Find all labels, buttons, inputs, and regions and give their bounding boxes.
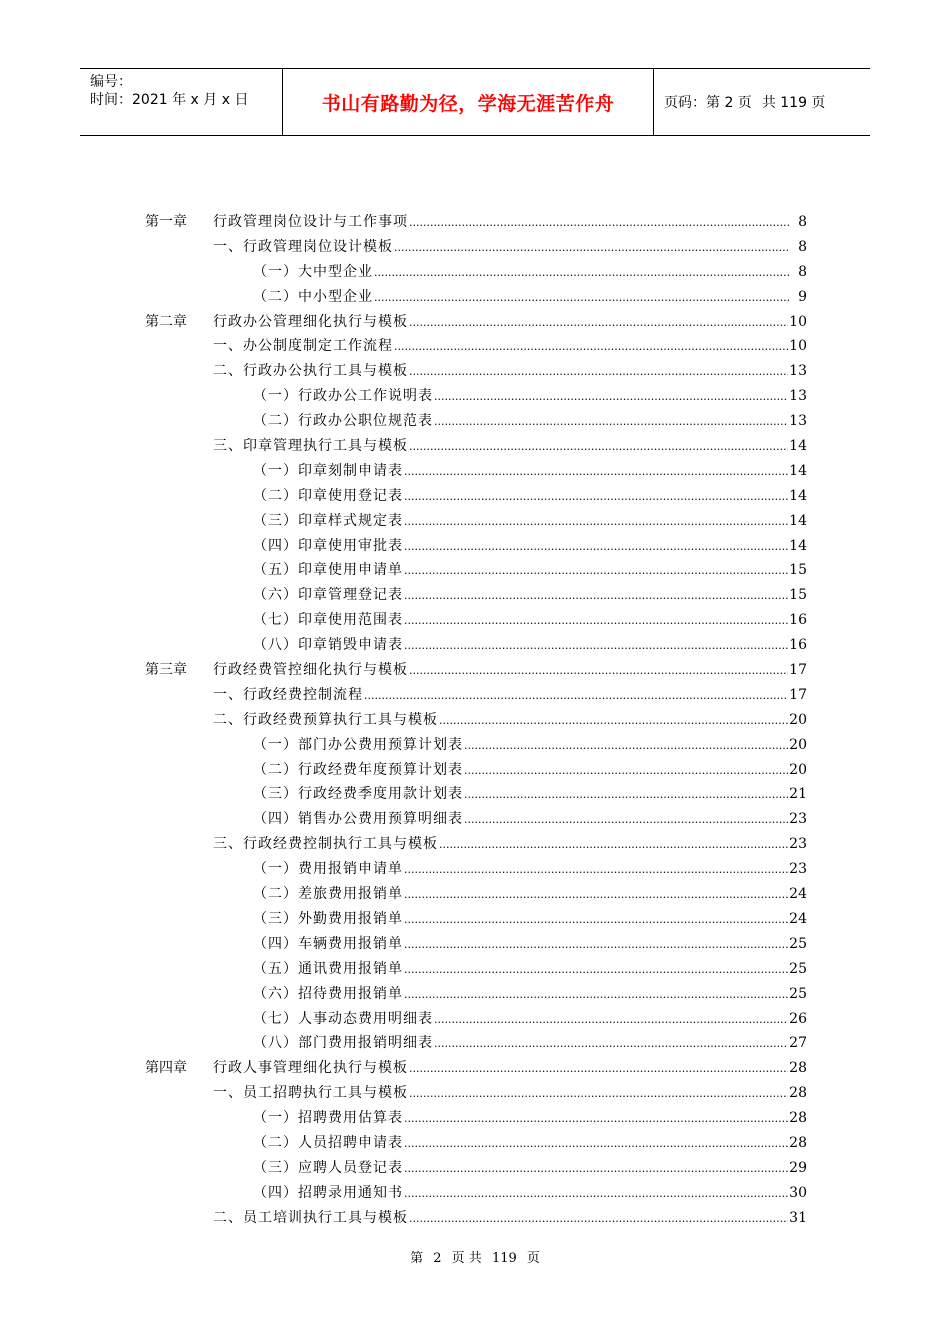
toc-subsection-entry[interactable] — [145, 1007, 807, 1032]
toc-entry-title: （二）行政经费年度预算计划表 — [253, 761, 463, 778]
toc-page-number: 14 — [789, 512, 807, 529]
toc-page-number: 14 — [789, 462, 807, 479]
header-motto: 书山有路勤为径，学海无涯苦作舟 — [321, 92, 615, 115]
toc-entry-title: （一）招聘费用估算表 — [253, 1110, 403, 1127]
toc-section-entry[interactable] — [145, 832, 807, 857]
toc-page-number: 26 — [789, 1010, 807, 1027]
toc-entry-title: （六）印章管理登记表 — [253, 587, 403, 604]
toc-page-number: 21 — [789, 786, 807, 803]
toc-page-number: 24 — [789, 886, 807, 903]
toc-page-number: 25 — [789, 935, 807, 952]
toc-section-entry[interactable] — [145, 434, 807, 459]
toc-entry-title: （八）印章销毁申请表 — [253, 637, 403, 654]
toc-page-number: 20 — [789, 761, 807, 778]
toc-subsection-entry[interactable] — [145, 733, 807, 758]
toc-entry-title: （四）印章使用审批表 — [253, 537, 403, 554]
toc-entry-title: （八）部门费用报销明细表 — [253, 1035, 433, 1052]
toc-page-number: 14 — [789, 487, 807, 504]
toc-section-entry[interactable] — [145, 359, 807, 384]
toc-subsection-entry[interactable] — [145, 982, 807, 1007]
toc-dot-leader — [434, 409, 788, 435]
toc-dot-leader — [404, 857, 788, 883]
toc-page-number: 17 — [789, 686, 807, 703]
toc-page-number: 23 — [789, 836, 807, 853]
footer-prefix: 第 — [410, 1251, 424, 1266]
toc-entry-title: 行政人事管理细化执行与模板 — [213, 1060, 408, 1077]
toc-entry-title: 三、印章管理执行工具与模板 — [213, 438, 408, 455]
toc-page-number: 23 — [789, 861, 807, 878]
toc-entry-title: （二）人员招聘申请表 — [253, 1134, 403, 1151]
toc-dot-leader — [404, 882, 788, 908]
toc-page-number: 8 — [798, 238, 807, 255]
toc-dot-leader — [374, 260, 790, 286]
toc-subsection-entry[interactable] — [145, 484, 807, 509]
toc-dot-leader — [464, 782, 788, 808]
toc-dot-leader — [409, 359, 788, 385]
toc-page-number: 9 — [798, 288, 807, 305]
toc-page-number: 31 — [789, 1209, 807, 1226]
toc-subsection-entry[interactable] — [145, 459, 807, 484]
toc-dot-leader — [409, 1206, 788, 1232]
toc-page-number: 16 — [789, 612, 807, 629]
toc-subsection-entry[interactable] — [145, 1031, 807, 1056]
toc-page-number: 14 — [789, 438, 807, 455]
toc-page-number: 23 — [789, 811, 807, 828]
toc-dot-leader — [404, 633, 788, 659]
toc-entry-title: 三、行政经费控制执行工具与模板 — [213, 836, 438, 853]
toc-dot-leader — [404, 907, 788, 933]
toc-entry-title: （四）招聘录用通知书 — [253, 1184, 403, 1201]
toc-dot-leader — [364, 683, 788, 709]
toc-dot-leader — [409, 310, 788, 336]
toc-subsection-entry[interactable] — [145, 907, 807, 932]
header-page-cell — [654, 69, 870, 135]
toc-entry-title: （一）大中型企业 — [253, 263, 373, 280]
toc-dot-leader — [404, 1156, 788, 1182]
toc-section-entry[interactable] — [145, 334, 807, 359]
toc-chapter-number: 第三章 — [145, 662, 187, 679]
toc-dot-leader — [404, 608, 788, 634]
toc-page-number: 8 — [798, 263, 807, 280]
toc-entry-title: （一）行政办公工作说明表 — [253, 388, 433, 405]
toc-entry-title: （三）印章样式规定表 — [253, 512, 403, 529]
toc-dot-leader — [394, 235, 790, 261]
toc-dot-leader — [404, 1106, 788, 1132]
footer-page-number: 2 — [433, 1251, 442, 1266]
toc-dot-leader — [434, 384, 788, 410]
toc-dot-leader — [394, 334, 788, 360]
toc-subsection-entry[interactable] — [145, 782, 807, 807]
toc-entry-title: （四）销售办公费用预算明细表 — [253, 811, 463, 828]
toc-page-number: 28 — [789, 1110, 807, 1127]
header-time-label: 时间：2021 年 x 月 x 日 — [90, 92, 249, 108]
toc-chapter-number: 第四章 — [145, 1060, 187, 1077]
toc-entry-title: 二、行政经费预算执行工具与模板 — [213, 711, 438, 728]
toc-dot-leader — [404, 982, 788, 1008]
footer-mid: 页 共 — [451, 1251, 482, 1266]
toc-entry-title: （一）印章刻制申请表 — [253, 462, 403, 479]
toc-subsection-entry[interactable] — [145, 260, 807, 285]
toc-entry-title: （七）印章使用范围表 — [253, 612, 403, 629]
toc-dot-leader — [404, 583, 788, 609]
toc-entry-title: 一、办公制度制定工作流程 — [213, 338, 393, 355]
toc-subsection-entry[interactable] — [145, 633, 807, 658]
toc-entry-title: （二）行政办公职位规范表 — [253, 413, 433, 430]
toc-entry-title: 一、行政经费控制流程 — [213, 686, 363, 703]
toc-dot-leader — [464, 758, 788, 784]
toc-page-number: 28 — [789, 1060, 807, 1077]
toc-subsection-entry[interactable] — [145, 1106, 807, 1131]
toc-dot-leader — [409, 434, 788, 460]
toc-dot-leader — [409, 1056, 788, 1082]
toc-chapter-number: 第二章 — [145, 313, 187, 330]
toc-subsection-entry[interactable] — [145, 882, 807, 907]
toc-dot-leader — [404, 1131, 788, 1157]
footer-total-pages: 119 — [491, 1251, 517, 1266]
toc-section-entry[interactable] — [145, 708, 807, 733]
toc-dot-leader — [404, 459, 788, 485]
toc-page-number: 20 — [789, 711, 807, 728]
toc-dot-leader — [439, 708, 788, 734]
toc-subsection-entry[interactable] — [145, 758, 807, 783]
toc-subsection-entry[interactable] — [145, 384, 807, 409]
header-motto-cell — [283, 69, 654, 135]
toc-page-number: 28 — [789, 1085, 807, 1102]
toc-subsection-entry[interactable] — [145, 285, 807, 310]
toc-dot-leader — [404, 957, 788, 983]
toc-dot-leader — [404, 534, 788, 560]
toc-section-entry[interactable] — [145, 1206, 807, 1231]
toc-subsection-entry[interactable] — [145, 1181, 807, 1206]
toc-subsection-entry[interactable] — [145, 1131, 807, 1156]
toc-page-number: 13 — [789, 363, 807, 380]
toc-dot-leader — [404, 1181, 788, 1207]
header-meta — [80, 69, 283, 135]
toc-dot-leader — [404, 932, 788, 958]
page-header — [80, 68, 870, 136]
toc-entry-title: 一、行政管理岗位设计模板 — [213, 238, 393, 255]
toc-page-number: 25 — [789, 960, 807, 977]
toc-subsection-entry[interactable] — [145, 608, 807, 633]
toc-page-number: 30 — [789, 1184, 807, 1201]
toc-entry-title: （四）车辆费用报销单 — [253, 935, 403, 952]
toc-dot-leader — [374, 285, 790, 311]
toc-section-entry[interactable] — [145, 1081, 807, 1106]
toc-chapter-number: 第一章 — [145, 214, 187, 230]
toc-page-number: 8 — [798, 214, 807, 230]
toc-dot-leader — [434, 1031, 788, 1057]
toc-entry-title: 行政办公管理细化执行与模板 — [213, 313, 408, 330]
header-page-total: 共 119 页 — [761, 95, 826, 111]
toc-entry-title: 行政管理岗位设计与工作事项 — [213, 214, 408, 230]
toc-entry-title: （一）费用报销申请单 — [253, 861, 403, 878]
toc-section-entry[interactable] — [145, 683, 807, 708]
toc-entry-title: （三）外勤费用报销单 — [253, 910, 403, 927]
toc-entry-title: 一、员工招聘执行工具与模板 — [213, 1085, 408, 1102]
toc-page-number: 14 — [789, 537, 807, 554]
toc-subsection-entry[interactable] — [145, 1156, 807, 1181]
toc-dot-leader — [409, 210, 790, 236]
toc-page-number: 10 — [789, 338, 807, 355]
toc-page-number: 17 — [789, 662, 807, 679]
toc-dot-leader — [464, 807, 788, 833]
toc-section-entry[interactable] — [145, 235, 807, 260]
toc-chapter-entry[interactable] — [145, 1056, 807, 1081]
toc-subsection-entry[interactable] — [145, 534, 807, 559]
toc-entry-title: 行政经费管控细化执行与模板 — [213, 662, 408, 679]
toc-entry-title: （七）人事动态费用明细表 — [253, 1010, 433, 1027]
toc-entry-title: （五）通讯费用报销单 — [253, 960, 403, 977]
toc-subsection-entry[interactable] — [145, 409, 807, 434]
toc-page-number: 13 — [789, 413, 807, 430]
toc-page-number: 10 — [789, 313, 807, 330]
toc-dot-leader — [409, 1081, 788, 1107]
toc-subsection-entry[interactable] — [145, 509, 807, 534]
header-page-current: 页码：第 2 页 — [664, 95, 752, 111]
toc-chapter-entry[interactable] — [145, 210, 807, 235]
toc-page-number: 29 — [789, 1159, 807, 1176]
toc-page-number: 28 — [789, 1134, 807, 1151]
toc-entry-title: 二、行政办公执行工具与模板 — [213, 363, 408, 380]
toc-dot-leader — [439, 832, 788, 858]
toc-subsection-entry[interactable] — [145, 932, 807, 957]
toc-dot-leader — [434, 1007, 788, 1033]
toc-subsection-entry[interactable] — [145, 957, 807, 982]
toc-entry-title: （二）印章使用登记表 — [253, 487, 403, 504]
toc-page-number: 16 — [789, 637, 807, 654]
toc-dot-leader — [404, 509, 788, 535]
toc-entry-title: （一）部门办公费用预算计划表 — [253, 736, 463, 753]
toc-page-number: 25 — [789, 985, 807, 1002]
toc-page-number: 20 — [789, 736, 807, 753]
toc-page-number: 13 — [789, 388, 807, 405]
toc-entry-title: （三）应聘人员登记表 — [253, 1159, 403, 1176]
toc-page-number: 15 — [789, 587, 807, 604]
table-of-contents — [145, 210, 807, 1231]
toc-page-number: 24 — [789, 910, 807, 927]
toc-entry-title: （三）行政经费季度用款计划表 — [253, 786, 463, 803]
toc-dot-leader — [404, 558, 788, 584]
page-footer — [0, 1247, 950, 1266]
toc-subsection-entry[interactable] — [145, 558, 807, 583]
toc-entry-title: （五）印章使用申请单 — [253, 562, 403, 579]
toc-entry-title: （二）中小型企业 — [253, 288, 373, 305]
toc-entry-title: （二）差旅费用报销单 — [253, 886, 403, 903]
toc-entry-title: （六）招待费用报销单 — [253, 985, 403, 1002]
toc-page-number: 15 — [789, 562, 807, 579]
toc-dot-leader — [404, 484, 788, 510]
toc-subsection-entry[interactable] — [145, 807, 807, 832]
toc-dot-leader — [409, 658, 788, 684]
toc-chapter-entry[interactable] — [145, 658, 807, 683]
header-number-label: 编号： — [90, 74, 132, 90]
footer-suffix: 页 — [526, 1251, 540, 1266]
toc-dot-leader — [464, 733, 788, 759]
toc-chapter-entry[interactable] — [145, 310, 807, 335]
toc-subsection-entry[interactable] — [145, 857, 807, 882]
toc-entry-title: 二、员工培训执行工具与模板 — [213, 1209, 408, 1226]
toc-page-number: 27 — [789, 1035, 807, 1052]
toc-subsection-entry[interactable] — [145, 583, 807, 608]
